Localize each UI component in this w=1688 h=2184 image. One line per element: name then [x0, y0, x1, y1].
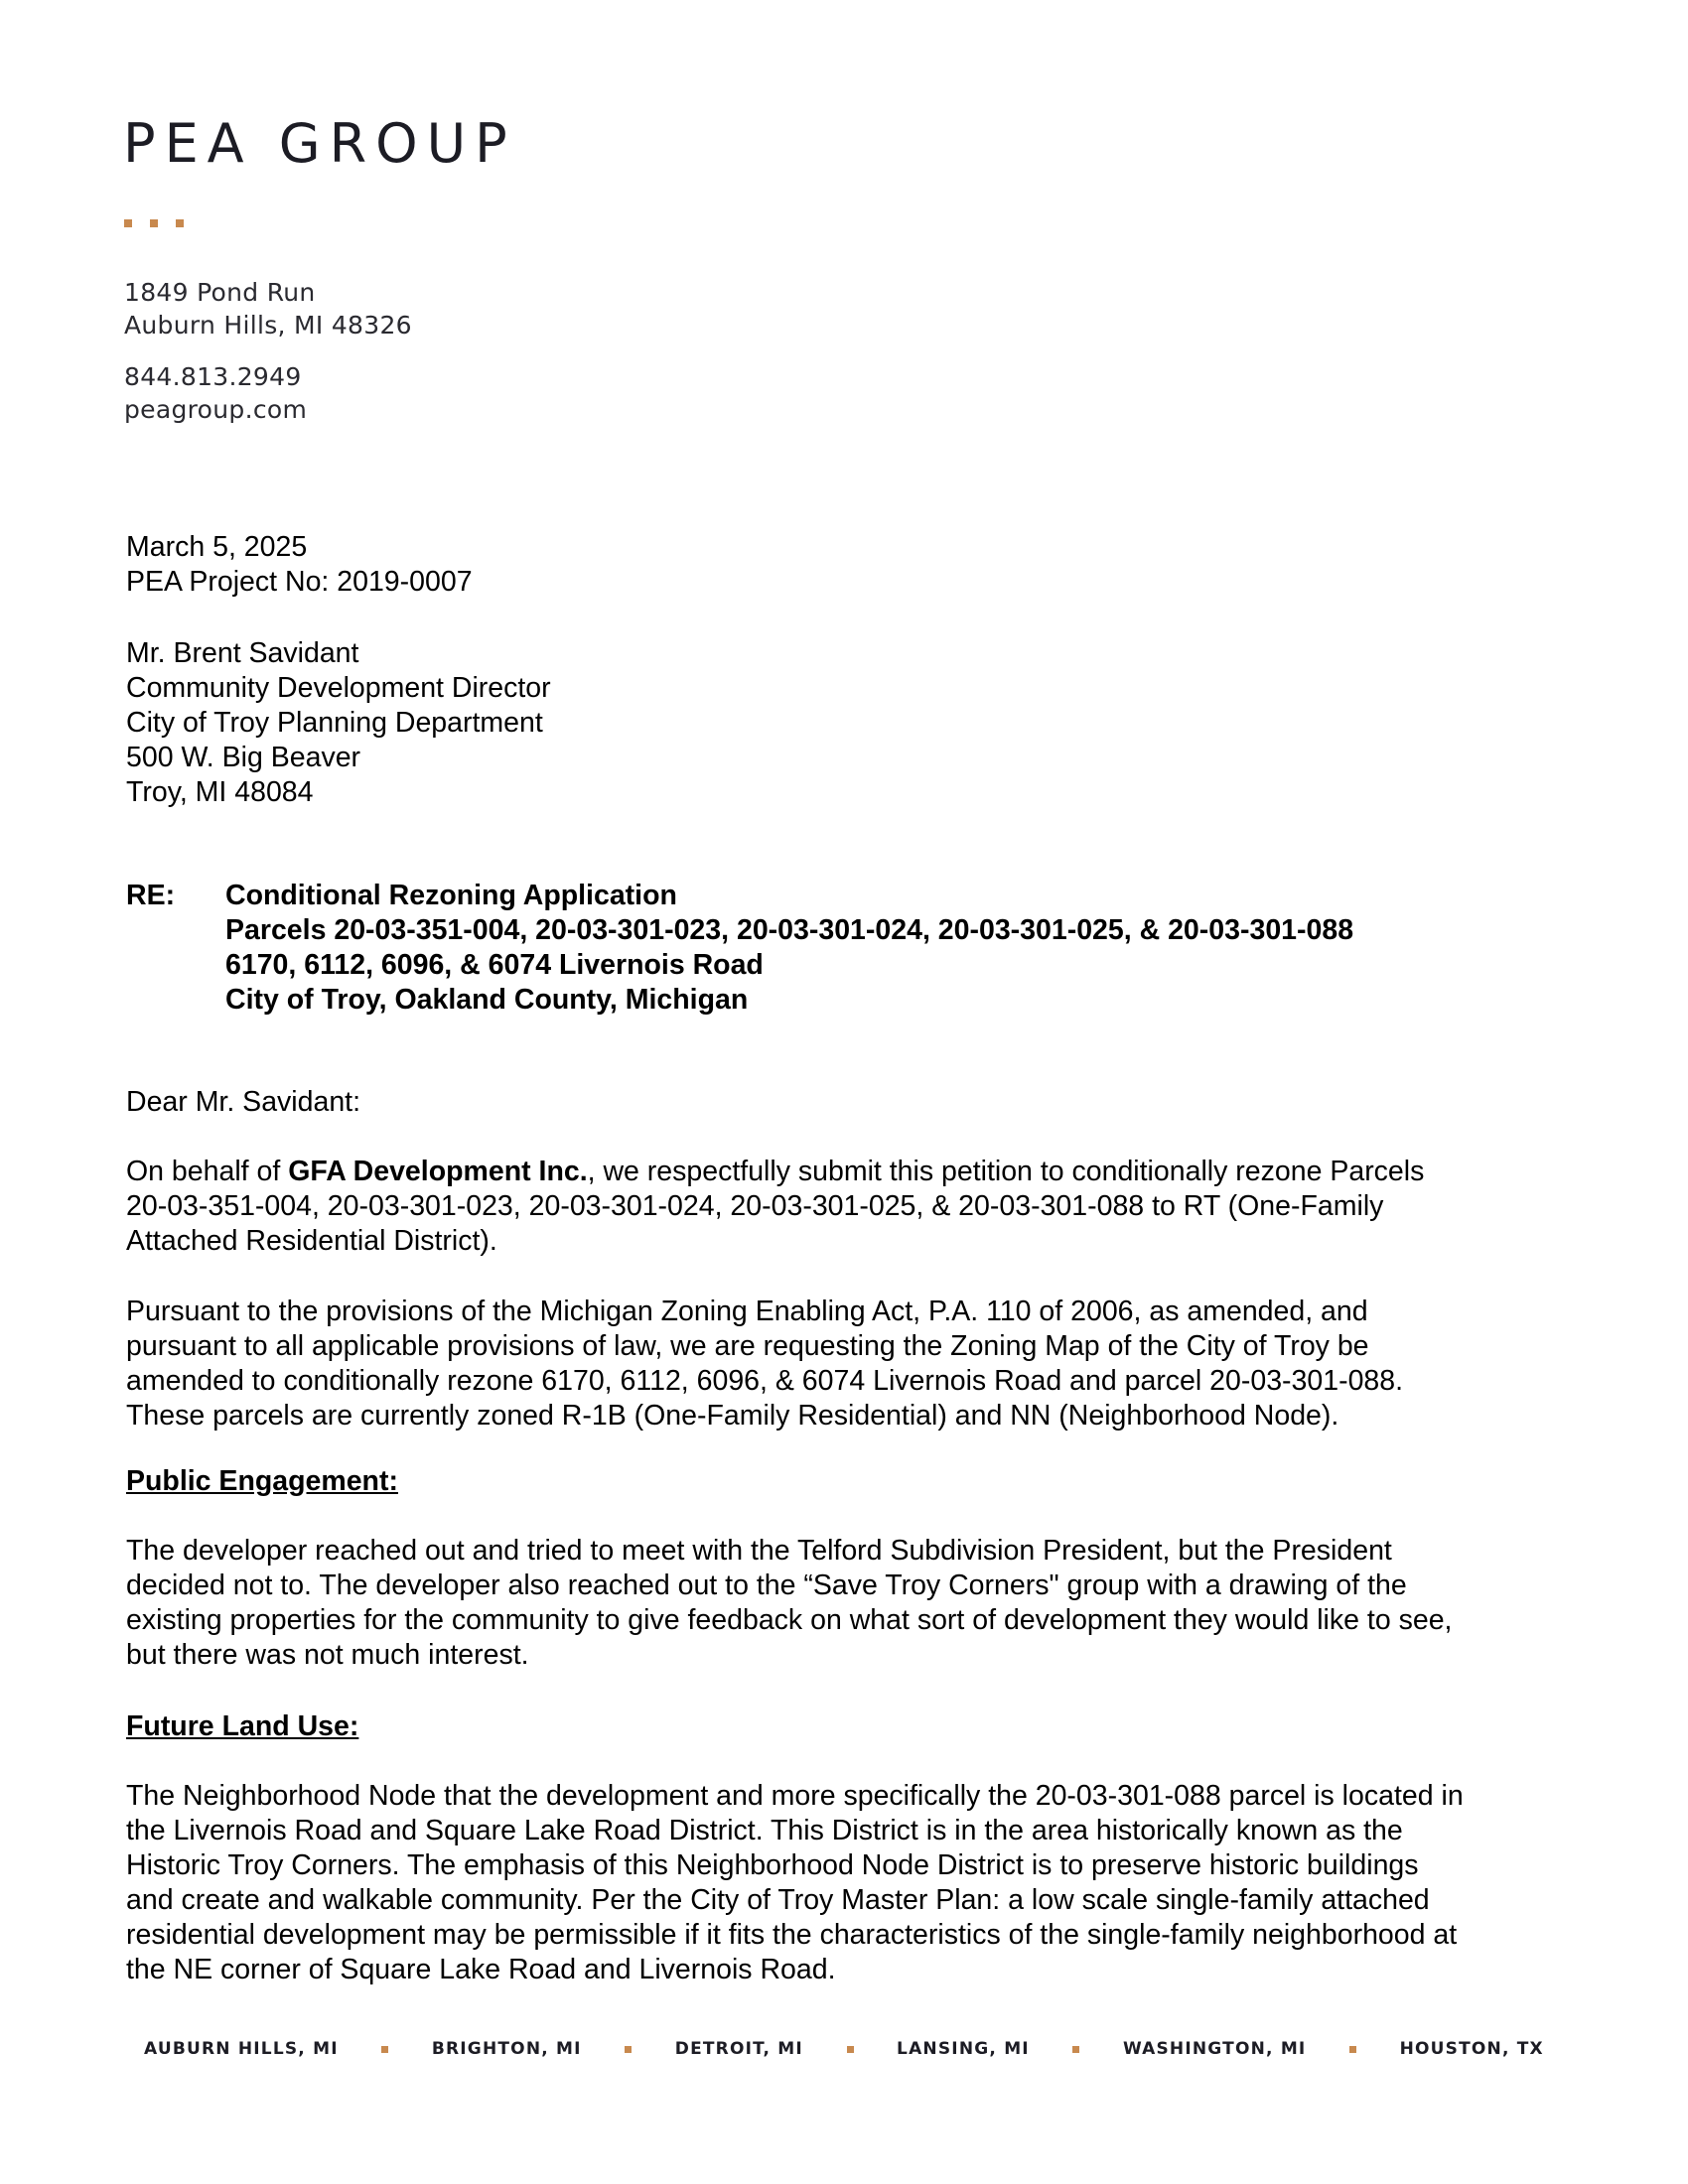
engagement-line-2: decided not to. The developer also reached out to the “Save Troy Corners" group with a drawing of the [126, 1570, 1407, 1601]
land-use-line-2: the Livernois Road and Square Lake Road District. This District is in the area historically known as the [126, 1815, 1403, 1846]
request-paragraph [126, 1295, 1576, 1433]
letter-date: March 5, 2025 [126, 531, 308, 563]
office-location: DETROIT, MI [674, 2039, 803, 2059]
section-heading-public-engagement: Public Engagement: [126, 1465, 398, 1497]
engagement-line-4: but there was not much interest. [126, 1639, 529, 1671]
land-use-line-5: residential development may be permissible if it fits the characteristics of the single-family neighborhood at [126, 1919, 1458, 1951]
intro-line-1 [126, 1155, 1576, 1189]
land-use-line-3: Historic Troy Corners. The emphasis of this Neighborhood Node District is to preserve historic buildings [126, 1849, 1419, 1881]
subject-line-4: City of Troy, Oakland County, Michigan [225, 984, 749, 1016]
subject-line-2: Parcels 20-03-351-004, 20-03-301-023, 20-03-301-024, 20-03-301-025, & 20-03-301-088 [225, 914, 1354, 946]
recipient-street: 500 W. Big Beaver [126, 742, 361, 773]
recipient-name: Mr. Brent Savidant [126, 637, 359, 669]
company-contact [124, 360, 307, 426]
intro-line-2: 20-03-351-004, 20-03-301-023, 20-03-301-024, 20-03-301-025, & 20-03-301-088 to RT (One-Family [126, 1190, 1384, 1222]
letter-meta [126, 530, 1576, 600]
footer-separator [1072, 2046, 1079, 2053]
intro-line-3: Attached Residential District). [126, 1225, 497, 1257]
request-line-3: amended to conditionally rezone 6170, 6112, 6096, & 6074 Livernois Road and parcel 20-03-301-088. [126, 1365, 1404, 1397]
company-address [124, 276, 412, 341]
accent-dot [124, 219, 132, 227]
footer-separator [625, 2046, 632, 2053]
address-line-2: Auburn Hills, MI 48326 [124, 311, 412, 340]
recipient-city: Troy, MI 48084 [126, 776, 314, 808]
request-line-1: Pursuant to the provisions of the Michigan Zoning Enabling Act, P.A. 110 of 2006, as amended, and [126, 1296, 1368, 1327]
request-line-2: pursuant to all applicable provisions of law, we are requesting the Zoning Map of the City of Troy be [126, 1330, 1369, 1362]
recipient-department: City of Troy Planning Department [126, 707, 543, 739]
public-engagement-paragraph [126, 1534, 1576, 1673]
company-phone: 844.813.2949 [124, 362, 302, 391]
engagement-line-1: The developer reached out and tried to meet with the Telford Subdivision President, but the President [126, 1535, 1392, 1567]
salutation: Dear Mr. Savidant: [126, 1086, 361, 1118]
subject-lines [225, 879, 1616, 1018]
company-name: GFA Development Inc. [288, 1156, 588, 1187]
office-location: AUBURN HILLS, MI [144, 2039, 339, 2059]
footer-separator [1349, 2046, 1356, 2053]
company-website: peagroup.com [124, 395, 308, 424]
recipient-address [126, 636, 1576, 810]
land-use-line-4: and create and walkable community. Per the City of Troy Master Plan: a low scale single-family attached [126, 1884, 1430, 1916]
request-line-4: These parcels are currently zoned R-1B (One-Family Residential) and NN (Neighborhood Node). [126, 1400, 1339, 1432]
office-location: BRIGHTON, MI [431, 2039, 582, 2059]
subject-line-3: 6170, 6112, 6096, & 6074 Livernois Road [225, 949, 764, 981]
footer-office-list [144, 2039, 1544, 2059]
engagement-line-3: existing properties for the community to give feedback on what sort of development they would like to see, [126, 1604, 1453, 1636]
footer-separator [847, 2046, 854, 2053]
project-number: PEA Project No: 2019-0007 [126, 566, 473, 598]
intro-paragraph [126, 1155, 1576, 1259]
footer-separator [381, 2046, 388, 2053]
intro-rest: , we respectfully submit this petition to conditionally rezone Parcels [587, 1156, 1425, 1187]
land-use-line-6: the NE corner of Square Lake Road and Livernois Road. [126, 1954, 836, 1985]
company-logo: PEA GROUP [123, 112, 516, 175]
intro-prefix: On behalf of [126, 1156, 289, 1187]
accent-dot [150, 219, 158, 227]
logo-accent-dots [124, 219, 184, 227]
recipient-title: Community Development Director [126, 672, 551, 704]
subject-label: RE: [126, 880, 176, 911]
land-use-line-1: The Neighborhood Node that the development and more specifically the 20-03-301-088 parcel is located in [126, 1780, 1464, 1812]
office-location: WASHINGTON, MI [1122, 2039, 1307, 2059]
future-land-use-paragraph [126, 1779, 1576, 1987]
subject-line-1: Conditional Rezoning Application [225, 880, 677, 911]
section-heading-future-land-use: Future Land Use: [126, 1710, 359, 1742]
office-location: LANSING, MI [897, 2039, 1030, 2059]
office-location: HOUSTON, TX [1399, 2039, 1544, 2059]
address-line-1: 1849 Pond Run [124, 278, 316, 307]
accent-dot [176, 219, 184, 227]
